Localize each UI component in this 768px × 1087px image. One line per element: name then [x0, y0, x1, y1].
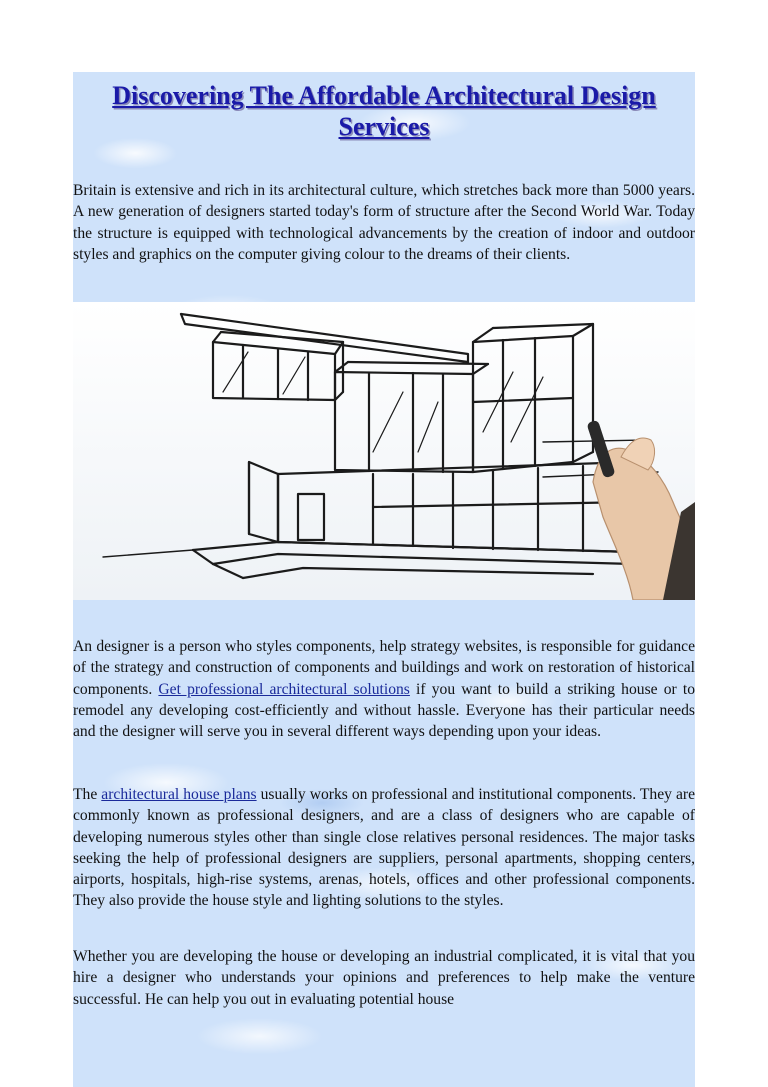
page-title: Discovering The Affordable Architectural Design Services	[112, 81, 656, 141]
architectural-sketch-image	[73, 302, 695, 600]
house-plans-paragraph	[73, 784, 695, 912]
professional-architectural-solutions-link[interactable]: Get professional architectural solutions	[158, 680, 410, 698]
designer-paragraph	[73, 636, 695, 742]
house-plans-paragraph-text-after: usually works on professional and institutional components. They are commonly known as professional designers, and are a class of designers who are capable of developing numerous styles other than single close relatives personal residences. The major tasks seeking the help of professional designers are suppliers, personal apartments, shopping centers, airports, hospitals, high-rise systems, arenas, hotels, offices and other professional components. They also provide the house style and lighting solutions to the styles.	[73, 786, 695, 910]
house-plans-paragraph-text-before: The	[73, 786, 102, 803]
house-sketch-drawing	[73, 302, 695, 600]
intro-paragraph: Britain is extensive and rich in its architectural culture, which stretches back more than 5000 years. A new generation of designers started today's form of structure after the Second World War. Today the structure is equipped with technological advancements by the creation of indoor and outdoor styles and graphics on the computer giving colour to the dreams of their clients.	[73, 182, 695, 263]
document-page	[73, 72, 695, 1087]
designer-paragraph-text-after: if you want to build a striking house or to remodel any developing cost-efficiently and without hassle. Everyone has their particular needs and the designer will serve you in several different ways depending upon your ideas.	[73, 680, 695, 741]
hire-designer-paragraph: Whether you are developing the house or developing an industrial complicated, it is vital that you hire a designer who understands your opinions and preferences to help make the venture successful. He can help you out in evaluating potential house	[73, 948, 695, 1008]
architectural-house-plans-link[interactable]: architectural house plans	[101, 786, 257, 803]
designer-paragraph-text-before: An designer is a person who styles components, help strategy websites, is responsible for guidance of the strategy and construction of components and buildings and work on restoration of historical components.	[73, 638, 695, 698]
